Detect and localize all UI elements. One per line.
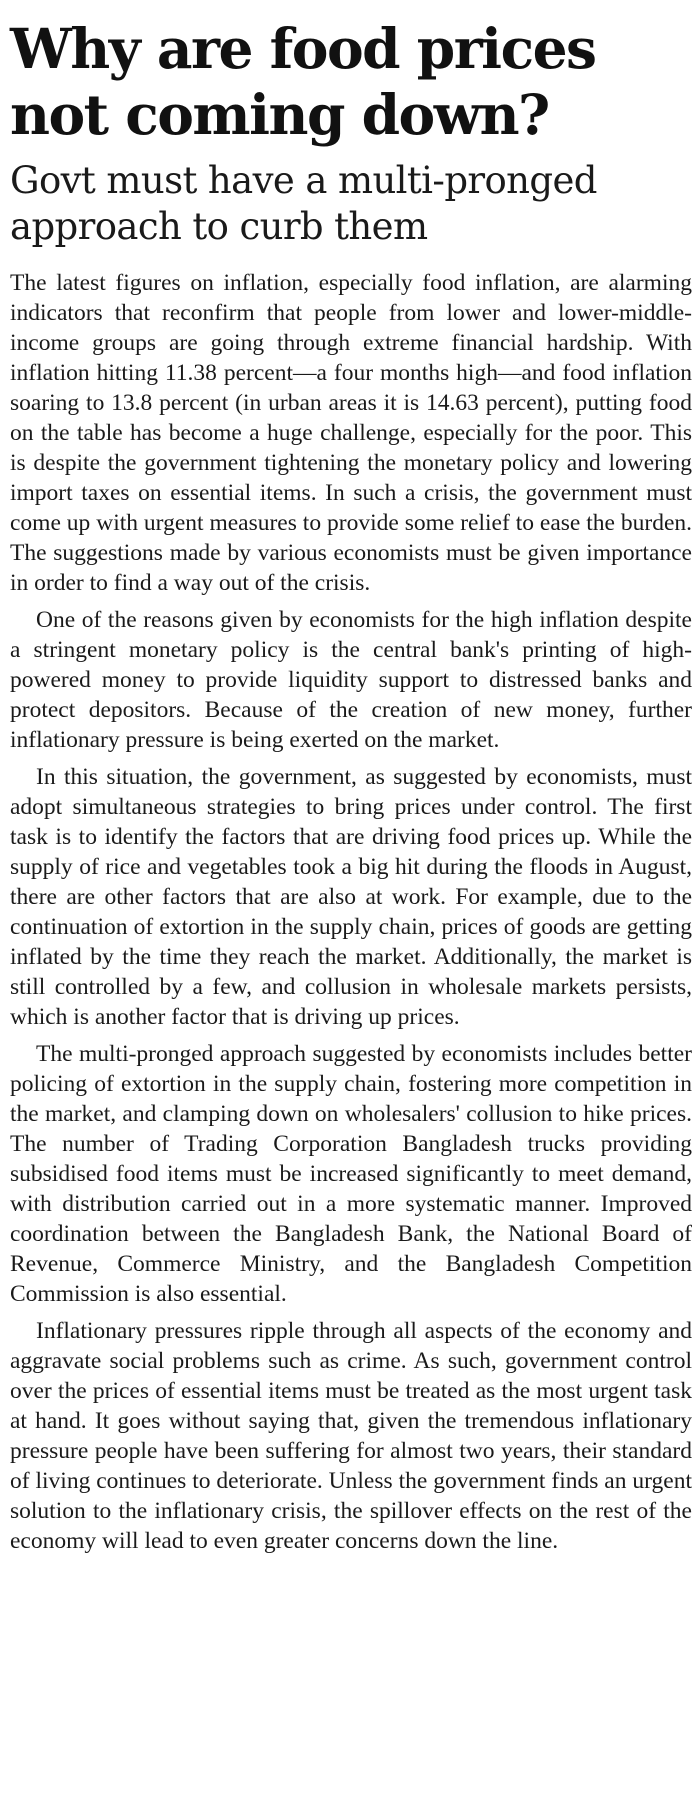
headline: Why are food prices not coming down? bbox=[10, 16, 596, 147]
paragraph-1: The latest figures on inflation, especially food inflation, are alarming indicators that reconfirm that people from lower and lower-middle-income groups are going through extreme financial hardship. With inflation hitting 11.38 percent—a four months high—and food inflation soaring to 13.8 percent (in urban areas it is 14.63 percent), putting food on the table has become a huge challenge, especially for the poor. This is despite the government tightening the monetary policy and lowering import taxes on essential items. In such a crisis, the government must come up with urgent measures to provide some relief to ease the burden. The suggestions made by various economists must be given importance in order to find a way out of the crisis. bbox=[10, 270, 692, 596]
paragraph-3: In this situation, the government, as suggested by economists, must adopt simultaneous strategies to bring prices under control. The first task is to identify the factors that are driving food prices up. While the supply of rice and vegetables took a big hit during the floods in August, there are other factors that are also at work. For example, due to the continuation of extortion in the supply chain, prices of goods are getting inflated by the time they reach the market. Additionally, the market is still controlled by a few, and collusion in wholesale markets persists, which is another factor that is driving up prices. bbox=[10, 764, 692, 1030]
paragraph-5: Inflationary pressures ripple through all aspects of the economy and aggravate social problems such as crime. As such, government control over the prices of essential items must be treated as the most urgent task at hand. It goes without saying that, given the tremendous inflationary pressure people have been suffering for almost two years, their standard of living continues to deteriorate. Unless the government finds an urgent solution to the inflationary crisis, the spillover effects on the rest of the economy will lead to even greater concerns down the line. bbox=[10, 1318, 692, 1554]
editorial-article bbox=[10, 16, 692, 1556]
paragraph-4: The multi-pronged approach suggested by economists includes better policing of extortion in the supply chain, fostering more competition in the market, and clamping down on wholesalers' collusion to hike prices. The number of Trading Corporation Bangladesh trucks providing subsidised food items must be increased significantly to meet demand, with distribution carried out in a more systematic manner. Improved coordination between the Bangladesh Bank, the National Board of Revenue, Commerce Ministry, and the Bangladesh Competition Commission is also essential. bbox=[10, 1041, 692, 1307]
subheadline: Govt must have a multi-pronged approach to curb them bbox=[10, 159, 597, 248]
article-body bbox=[10, 268, 692, 1556]
paragraph-2: One of the reasons given by economists for the high inflation despite a stringent monetary policy is the central bank's printing of high-powered money to provide liquidity support to distressed banks and protect depositors. Because of the creation of new money, further inflationary pressure is being exerted on the market. bbox=[10, 607, 692, 753]
